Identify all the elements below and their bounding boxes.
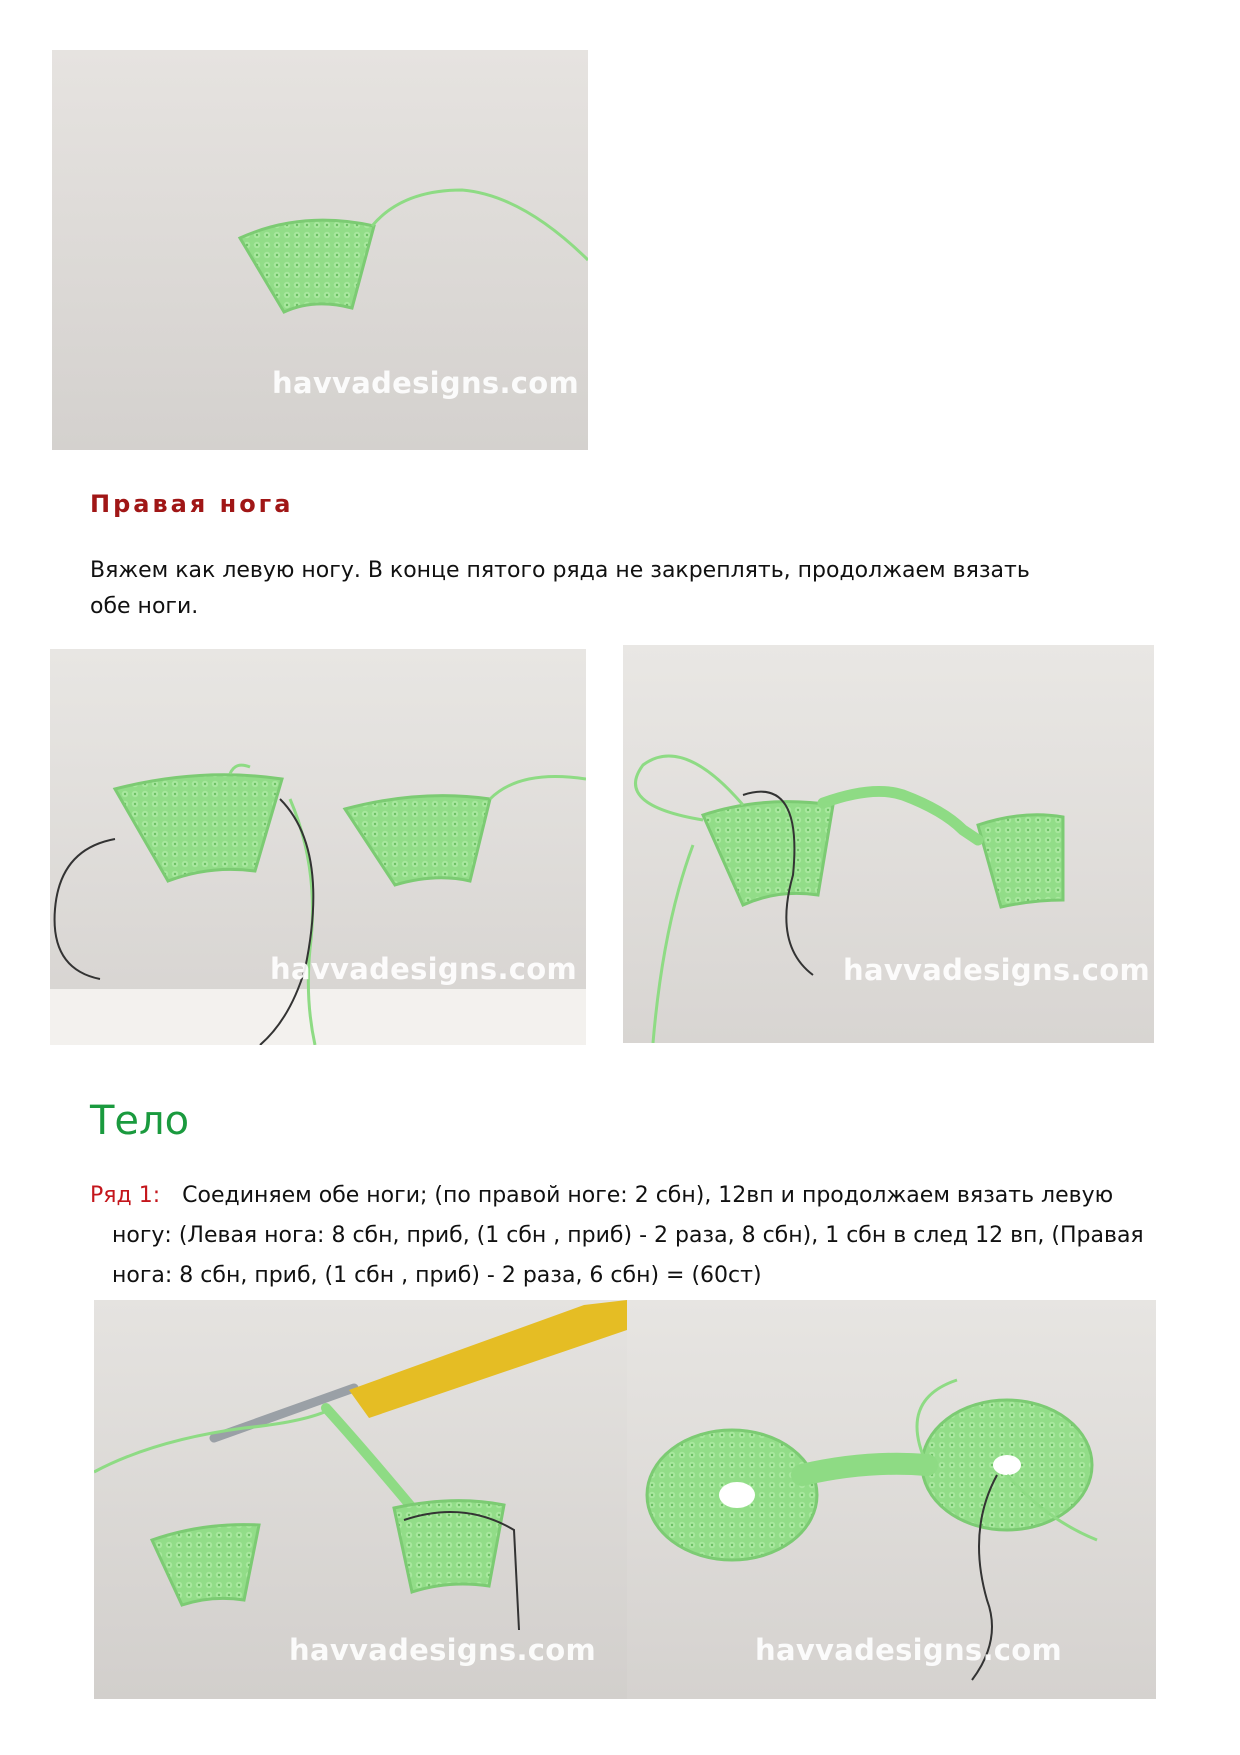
- watermark: havvadesigns.com: [755, 1633, 1063, 1667]
- row-1-instructions: [90, 1176, 1190, 1296]
- row-1-label: Ряд 1:: [90, 1183, 161, 1208]
- photo-hook-and-pieces: [94, 1300, 627, 1699]
- right-leg-text-line1: Вяжем как левую ногу. В конце пятого ряда не закреплять, продолжаем вязать: [90, 558, 1030, 583]
- row-1-line3: нога: 8 сбн, приб, (1 сбн , приб) - 2 раза, 6 сбн) = (60ст): [112, 1263, 762, 1288]
- row-1-line1: Соединяем обе ноги; (по правой ноге: 2 сбн), 12вп и продолжаем вязать левую: [182, 1183, 1114, 1208]
- right-leg-heading: Правая нога: [90, 490, 294, 518]
- photo-legs-joined-chain: [623, 645, 1154, 1043]
- watermark: havvadesigns.com: [272, 366, 580, 400]
- photo-left-leg-piece: [52, 50, 588, 450]
- watermark: havvadesigns.com: [843, 953, 1151, 987]
- row-1-line2: ногу: (Левая нога: 8 сбн, приб, (1 сбн , приб) - 2 раза, 8 сбн), 1 сбн в след 12 вп, (Правая: [112, 1223, 1144, 1248]
- watermark: havvadesigns.com: [270, 952, 578, 986]
- body-section-title: Тело: [90, 1098, 190, 1144]
- right-leg-text-line2: обе ноги.: [90, 594, 199, 619]
- photo-two-leg-pieces: [50, 649, 586, 1045]
- photo-joined-piece: [627, 1300, 1156, 1699]
- right-leg-text: [90, 553, 1080, 625]
- watermark: havvadesigns.com: [289, 1633, 597, 1667]
